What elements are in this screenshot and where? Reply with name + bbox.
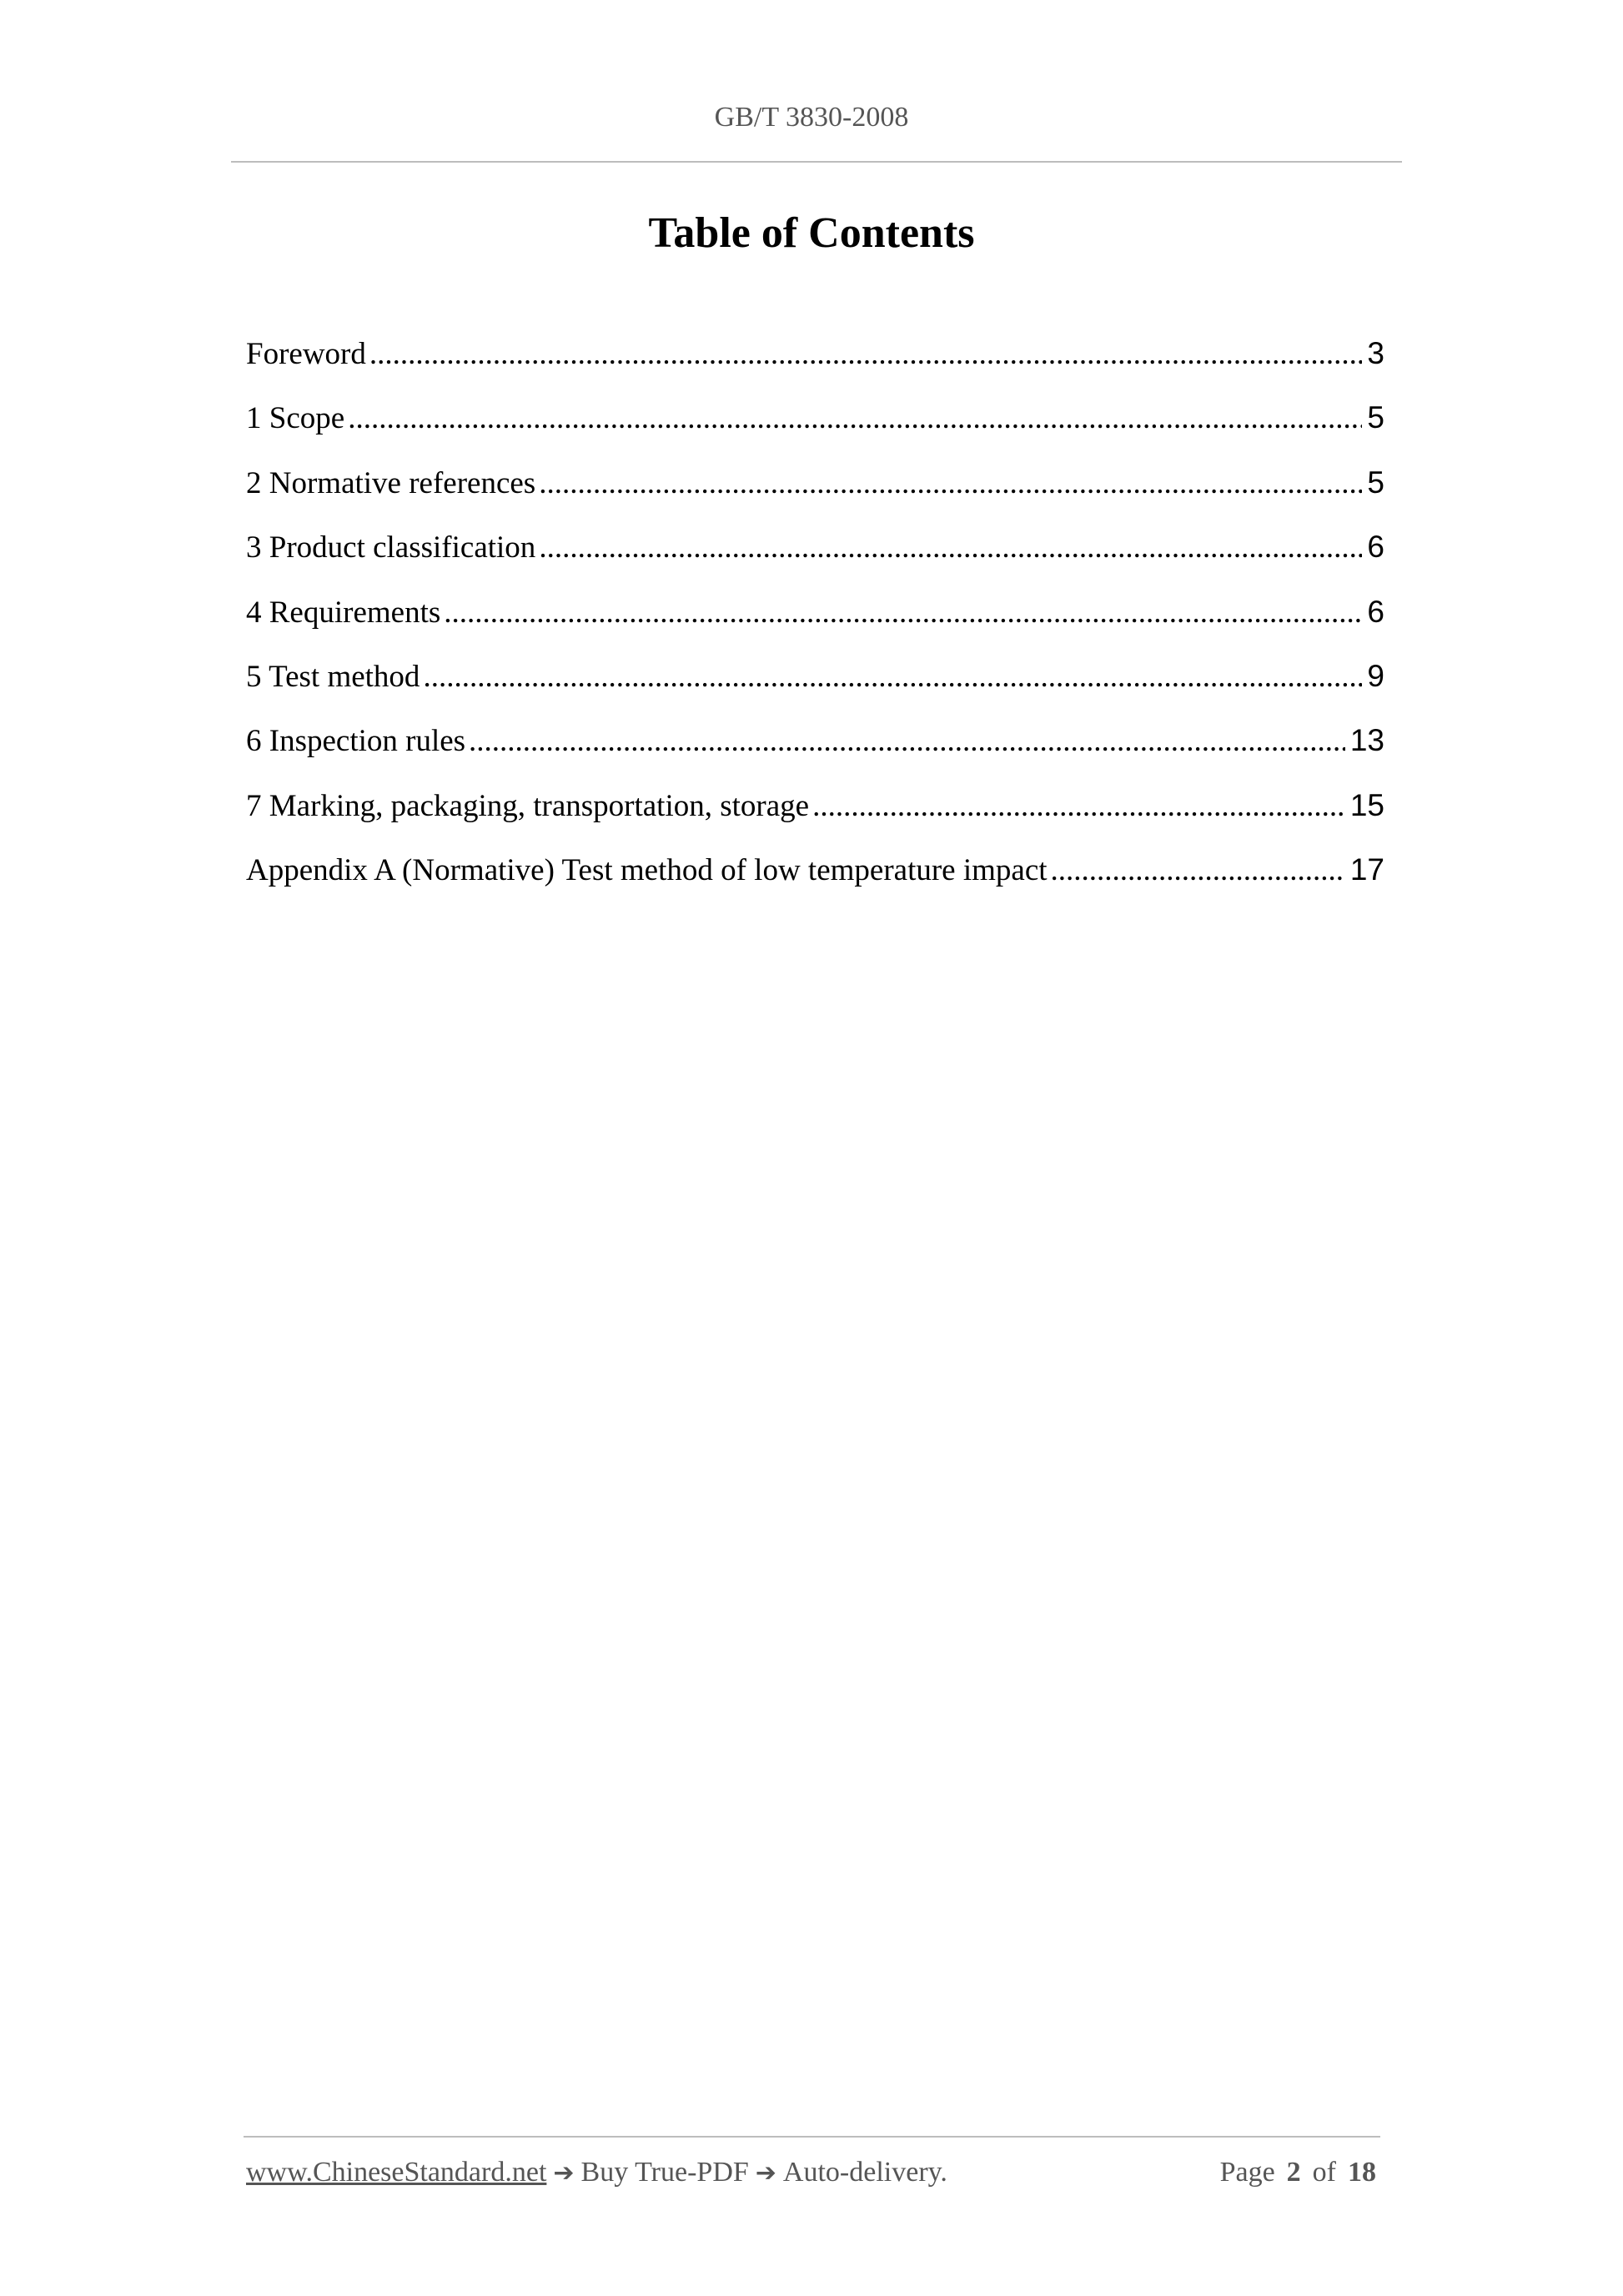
toc-entry-page: 17: [1349, 852, 1384, 887]
page-footer: [246, 2157, 1376, 2188]
total-page-count: 18: [1348, 2157, 1376, 2188]
toc-entry-test-method[interactable]: [246, 659, 1384, 723]
toc-entry-normative-references[interactable]: [246, 465, 1384, 530]
page-number: [1220, 2157, 1376, 2188]
toc-entry-page: 3: [1367, 336, 1384, 370]
toc-entry-marking-packaging[interactable]: [246, 788, 1384, 852]
toc-dot-leader: [423, 659, 1362, 695]
footer-divider: [244, 2136, 1380, 2138]
table-of-contents: [246, 336, 1384, 917]
toc-dot-leader: [348, 400, 1362, 436]
footer-promo: [246, 2157, 947, 2188]
toc-entry-label: 4 Requirements: [246, 595, 441, 630]
toc-entry-appendix-a[interactable]: [246, 852, 1384, 917]
arrow-right-icon: ➔: [553, 2158, 575, 2188]
auto-delivery-text: Auto-delivery.: [782, 2157, 947, 2188]
toc-dot-leader: [812, 788, 1345, 824]
page-title: Table of Contents: [648, 209, 975, 257]
page-word: Page: [1219, 2157, 1275, 2188]
toc-entry-label: 5 Test method: [246, 659, 420, 694]
toc-dot-leader: [539, 530, 1362, 565]
toc-entry-page: 6: [1367, 530, 1384, 565]
toc-dot-leader: [539, 465, 1362, 501]
toc-entry-page: 13: [1349, 723, 1384, 758]
toc-entry-page: 5: [1367, 465, 1384, 500]
current-page-number: 2: [1286, 2157, 1301, 2188]
toc-entry-scope[interactable]: [246, 400, 1384, 465]
toc-dot-leader: [1051, 852, 1345, 888]
buy-true-pdf-text: Buy True-PDF: [580, 2157, 749, 2188]
toc-entry-page: 5: [1367, 400, 1384, 435]
toc-entry-page: 9: [1367, 658, 1384, 693]
running-header: GB/T 3830-2008: [714, 102, 909, 133]
website-link[interactable]: www.ChineseStandard.net: [246, 2157, 547, 2188]
toc-entry-inspection-rules[interactable]: [246, 723, 1384, 787]
of-word: of: [1312, 2157, 1336, 2188]
toc-entry-page: 6: [1367, 594, 1384, 629]
toc-entry-label: Foreword: [246, 337, 366, 371]
toc-dot-leader: [369, 336, 1363, 372]
header-divider: [231, 161, 1402, 163]
toc-entry-requirements[interactable]: [246, 595, 1384, 659]
toc-entry-page: 15: [1349, 787, 1384, 822]
toc-dot-leader: [469, 723, 1345, 759]
toc-entry-label: 7 Marking, packaging, transportation, storage: [246, 788, 810, 823]
toc-entry-foreword[interactable]: [246, 336, 1384, 400]
toc-entry-label: 2 Normative references: [246, 465, 536, 500]
toc-entry-product-classification[interactable]: [246, 530, 1384, 594]
toc-entry-label: 3 Product classification: [246, 530, 536, 565]
arrow-right-icon: ➔: [755, 2158, 776, 2188]
toc-dot-leader: [444, 595, 1362, 631]
toc-entry-label: 1 Scope: [246, 401, 345, 436]
toc-entry-label: 6 Inspection rules: [246, 724, 466, 759]
toc-entry-label: Appendix A (Normative) Test method of low temperature impact: [246, 853, 1048, 888]
